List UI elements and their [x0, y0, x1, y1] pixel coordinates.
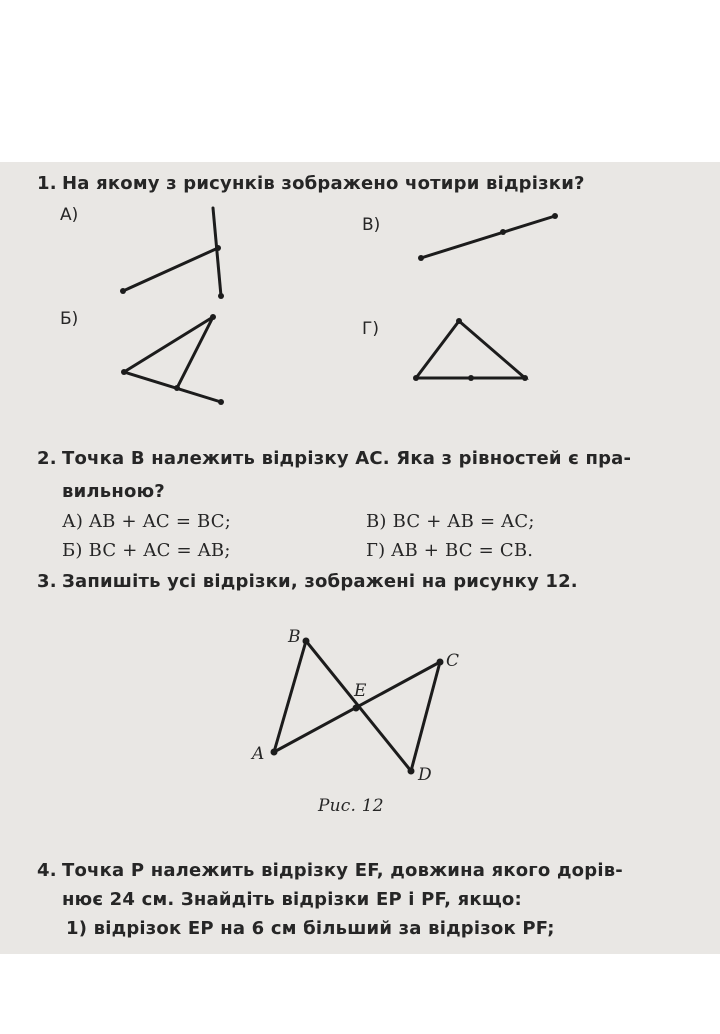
q2-option-a: А) AB + AC = BC;	[62, 511, 232, 532]
q1-option-b: Б)	[60, 309, 79, 329]
point-e-label: E	[354, 681, 367, 701]
point-a-label: A	[252, 744, 265, 764]
q4-text-line1: Точка P належить відрізку EF, довжина якого дорів-	[62, 860, 623, 881]
q1-number: 1.	[37, 173, 57, 194]
q3-number: 3.	[37, 571, 57, 592]
point-d-label: D	[418, 765, 432, 785]
figure-caption: Рис. 12	[318, 796, 384, 816]
q2-option-b: Б) BC + AC = AB;	[62, 540, 231, 561]
q1-option-a: А)	[60, 205, 79, 225]
segment-cd	[411, 662, 440, 771]
segment-ba	[274, 641, 306, 752]
q4-number: 4.	[37, 860, 57, 881]
q1-option-v: В)	[362, 215, 381, 235]
q1-option-g: Г)	[362, 319, 379, 339]
q2-option-v: В) BC + AB = AC;	[366, 511, 535, 532]
point-b-label: B	[288, 627, 301, 647]
q4-text-line2: нює 24 см. Знайдіть відрізки EP і PF, якщо:	[62, 889, 522, 910]
q2-number: 2.	[37, 448, 57, 469]
point-c-label: C	[446, 651, 460, 671]
q2-text-line2: вильною?	[62, 481, 165, 502]
q3-text: Запишіть усі відрізки, зображені на рисунку 12.	[62, 571, 578, 592]
q1-text: На якому з рисунків зображено чотири відрізки?	[62, 173, 585, 194]
q4-item-1: 1) відрізок EP на 6 см більший за відрізок PF;	[66, 918, 555, 939]
q2-text-line1: Точка B належить відрізку AC. Яка з рівностей є пра-	[62, 448, 632, 469]
q2-option-g: Г) AB + BC = CB.	[366, 540, 534, 561]
